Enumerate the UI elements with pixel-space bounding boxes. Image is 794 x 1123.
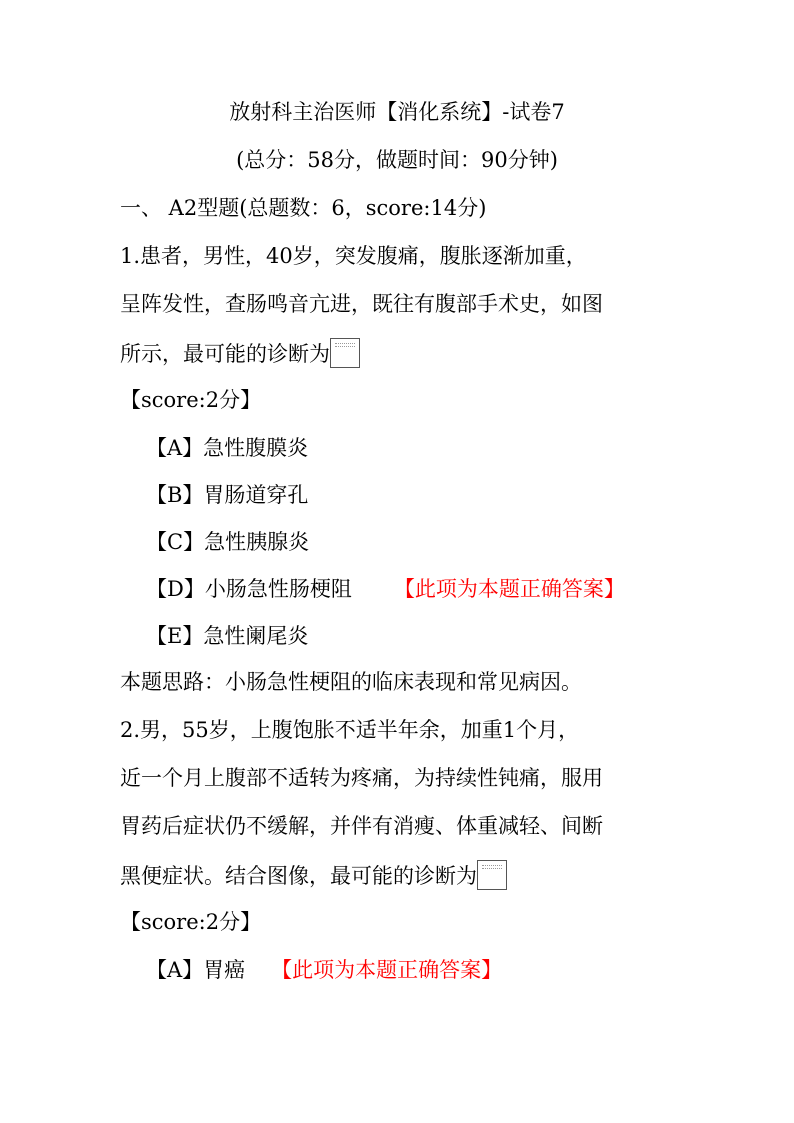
q1-image-placeholder — [330, 338, 360, 368]
q1-score: 【score:2分】 — [120, 388, 262, 412]
q1-stem-text: 所示，最可能的诊断为 — [120, 342, 330, 366]
q2-option-a: 【A】胃癌 — [146, 958, 246, 982]
q2-score: 【score:2分】 — [120, 910, 262, 934]
document-subtitle: (总分：58分，做题时间：90分钟) — [236, 148, 558, 172]
q1-explanation: 本题思路：小肠急性梗阻的临床表现和常见病因。 — [120, 670, 582, 694]
q2-stem-line-4 — [120, 860, 507, 890]
section-heading: 一、 A2型题(总题数：6，score:14分) — [120, 196, 487, 220]
q1-option-b: 【B】胃肠道穿孔 — [146, 483, 309, 507]
q1-stem-line-3 — [120, 338, 360, 368]
q1-option-c: 【C】急性胰腺炎 — [146, 530, 310, 554]
q1-option-d: 【D】小肠急性肠梗阻 — [146, 577, 352, 601]
q1-option-a: 【A】急性腹膜炎 — [146, 436, 309, 460]
q2-stem-text: 黑便症状。结合图像，最可能的诊断为 — [120, 864, 477, 888]
q1-option-d-row — [146, 575, 625, 603]
q2-option-a-row — [146, 956, 502, 984]
q2-image-placeholder — [477, 860, 507, 890]
q2-stem-line-2: 近一个月上腹部不适转为疼痛，为持续性钝痛，服用 — [120, 766, 603, 790]
q2-stem-line-1: 2.男，55岁，上腹饱胀不适半年余，加重1个月， — [120, 718, 580, 742]
q1-stem-line-1: 1.患者，男性，40岁，突发腹痛，腹胀逐渐加重， — [120, 244, 587, 268]
document-title: 放射科主治医师【消化系统】-试卷7 — [229, 100, 565, 124]
q2-correct-answer-mark: 【此项为本题正确答案】 — [271, 958, 503, 982]
q1-stem-line-2: 呈阵发性，查肠鸣音亢进，既往有腹部手术史，如图 — [120, 292, 603, 316]
q1-correct-answer-mark: 【此项为本题正确答案】 — [393, 577, 625, 601]
q1-option-e: 【E】急性阑尾炎 — [146, 624, 309, 648]
q2-stem-line-3: 胃药后症状仍不缓解，并伴有消瘦、体重减轻、间断 — [120, 814, 603, 838]
